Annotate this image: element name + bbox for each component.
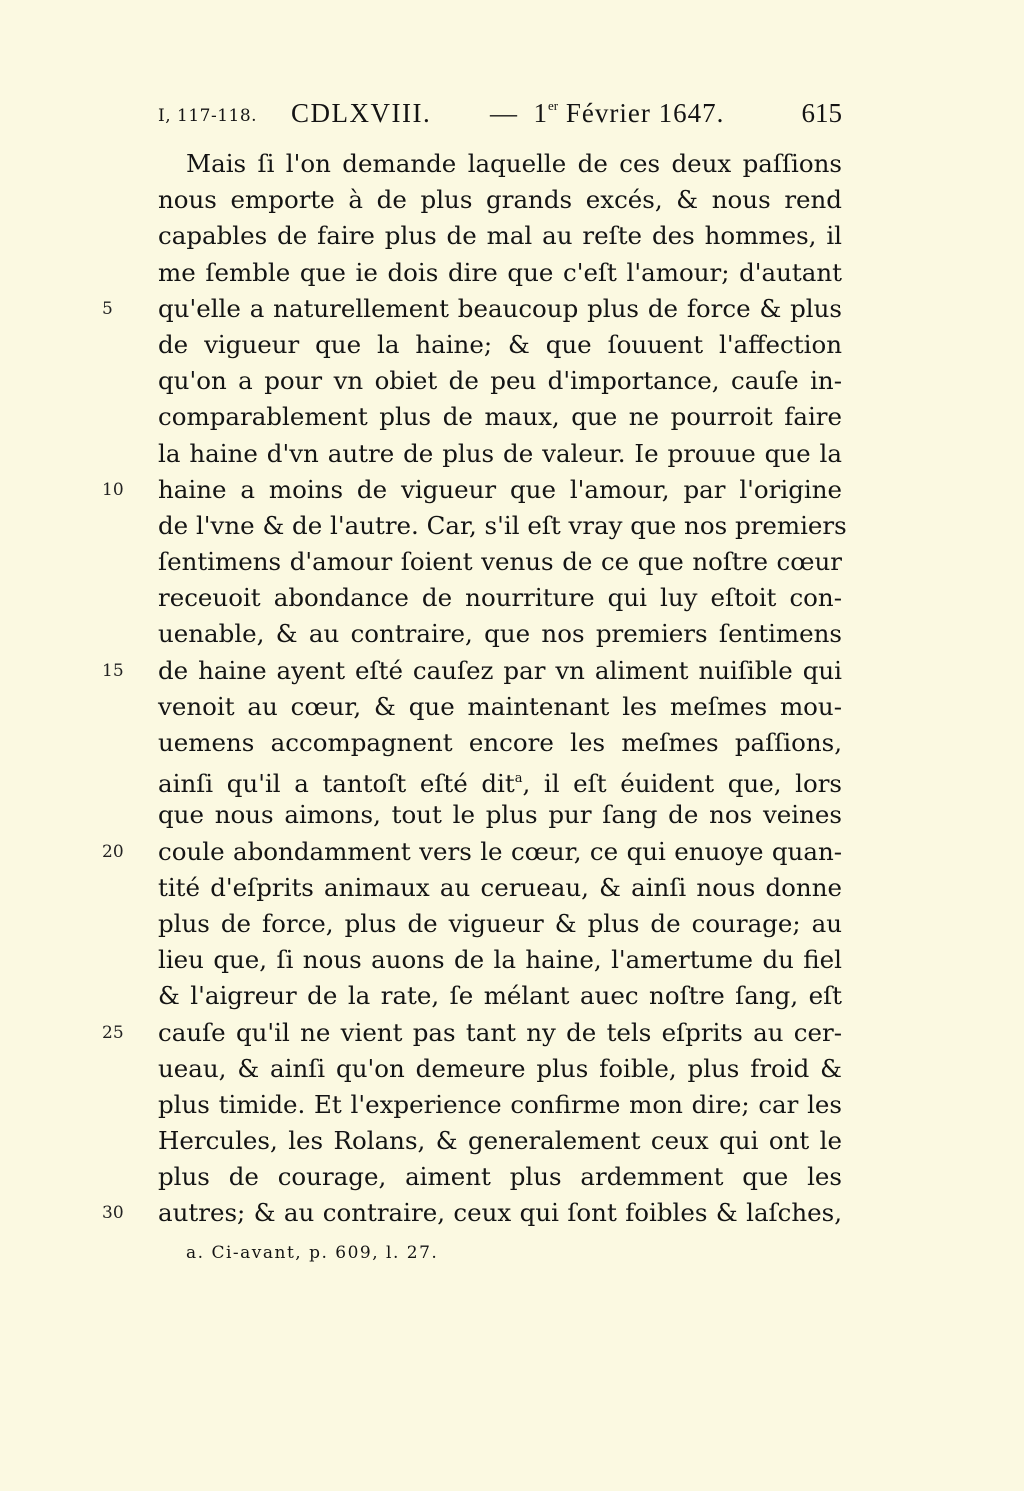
- text-line: [158, 1087, 842, 1123]
- text-line: [158, 399, 842, 435]
- page-number: 615: [801, 98, 842, 128]
- line-text: ſentimens d'amour ſoient venus de ce que noſtre cœur: [158, 547, 842, 577]
- line-number: 15: [102, 660, 124, 681]
- text-line: [158, 1123, 842, 1159]
- text-line: [102, 834, 842, 870]
- line-text-after: , il eſt éuident que, lors: [522, 769, 842, 799]
- text-line: [158, 978, 842, 1014]
- text-line: [158, 544, 842, 580]
- line-text: nous emporte à de plus grands excés, & nous rend: [158, 185, 842, 215]
- line-text: uemens accompagnent encore les meſmes paſſions,: [158, 728, 842, 757]
- line-text: de haine ayent eſté cauſez par vn aliment nuiſible qui: [158, 655, 842, 685]
- line-text: lieu que, ſi nous auons de la haine, l'amertume du fiel: [158, 945, 842, 975]
- line-text: plus de courage, aiment plus ardemment que les: [158, 1162, 842, 1192]
- text-line: [158, 436, 842, 472]
- line-text: qu'elle a naturellement beaucoup plus de force & plus: [158, 293, 842, 323]
- line-text: que nous aimons, tout le plus pur ſang de nos veines: [158, 800, 842, 830]
- text-line: [158, 580, 842, 616]
- text-line: [158, 363, 842, 399]
- body-text: [102, 146, 847, 1232]
- text-line: [158, 255, 842, 291]
- line-text: plus de force, plus de vigueur & plus de courage; au: [158, 908, 842, 938]
- letter-number: CDLXVIII.: [291, 98, 432, 128]
- text-line: [158, 146, 842, 182]
- text-line: [102, 1015, 842, 1051]
- text-line: [102, 1195, 842, 1231]
- line-text: venoit au cœur, & que maintenant les meſmes mou-: [158, 691, 842, 721]
- line-text: capables de faire plus de mal au reſte des hommes, il: [158, 221, 842, 251]
- footnote-marker: a: [514, 771, 523, 787]
- line-number: 20: [102, 841, 124, 862]
- text-line: [158, 797, 842, 833]
- header-dash: —: [490, 98, 518, 128]
- line-text: haine a moins de vigueur que l'amour, par l'origine: [158, 474, 842, 504]
- line-text: Hercules, les Rolans, & generalement ceux qui ont le: [158, 1126, 842, 1156]
- line-text: ueau, & ainſi qu'on demeure plus foible, plus froid &: [158, 1053, 842, 1083]
- text-line: [158, 182, 842, 218]
- line-text: qu'on a pour vn obiet de peu d'importance, cauſe in-: [158, 366, 842, 396]
- line-number: 5: [102, 298, 113, 319]
- running-header: [158, 98, 842, 138]
- line-number: 30: [102, 1203, 124, 1224]
- line-text: autres; & au contraire, ceux qui ſont foibles & laſches,: [158, 1198, 842, 1228]
- text-line: [158, 1159, 842, 1195]
- line-text: uenable, & au contraire, que nos premiers ſentimens: [158, 619, 842, 649]
- line-text: de vigueur que la haine; & que ſouuent l'affection: [158, 329, 842, 359]
- text-line: [158, 508, 847, 544]
- text-line: [158, 870, 842, 906]
- line-text: tité d'eſprits animaux au cerueau, & ainſi nous donne: [158, 872, 842, 902]
- line-text: la haine d'vn autre de plus de valeur. Ie prouue que la: [158, 438, 842, 468]
- line-text: ainſi qu'il a tantoſt eſté dit: [158, 769, 515, 799]
- text-line: [158, 906, 842, 942]
- line-number: 10: [102, 479, 124, 500]
- text-line: [102, 472, 842, 508]
- date-prefix: 1: [533, 98, 548, 128]
- letter-date: [490, 98, 724, 129]
- text-line: [102, 653, 842, 689]
- text-line: [158, 327, 842, 363]
- text-line: [158, 761, 842, 797]
- line-text: coule abondamment vers le cœur, ce qui enuoye quan-: [158, 836, 842, 866]
- footnote: a. Ci-avant, p. 609, l. 27.: [186, 1243, 439, 1263]
- text-line: [102, 291, 842, 327]
- line-text: Mais ſi l'on demande laquelle de ces deux paſſions: [186, 149, 842, 178]
- text-line: [158, 942, 842, 978]
- text-line: [158, 218, 842, 254]
- text-line: [158, 725, 842, 761]
- date-rest: Février 1647.: [565, 98, 725, 128]
- line-text: de l'vne & de l'autre. Car, s'il eſt vray que nos premiers: [158, 510, 847, 540]
- text-line: [158, 616, 842, 652]
- line-text: me ſemble que ie dois dire que c'eſt l'amour; d'autant: [158, 257, 842, 287]
- line-text: plus timide. Et l'experience confirme mon dire; car les: [158, 1089, 842, 1119]
- line-text: comparablement plus de maux, que ne pourroit faire: [158, 402, 842, 432]
- line-number: 25: [102, 1022, 124, 1043]
- date-superscript: er: [548, 98, 559, 113]
- line-text: & l'aigreur de la rate, ſe mélant auec noſtre ſang, eſt: [158, 981, 842, 1011]
- line-text: cauſe qu'il ne vient pas tant ny de tels eſprits au cer-: [158, 1017, 842, 1047]
- text-line: [158, 689, 842, 725]
- line-text: receuoit abondance de nourriture qui luy eſtoit con-: [158, 583, 842, 613]
- volume-reference: I, 117-118.: [158, 106, 258, 126]
- text-line: [158, 1051, 842, 1087]
